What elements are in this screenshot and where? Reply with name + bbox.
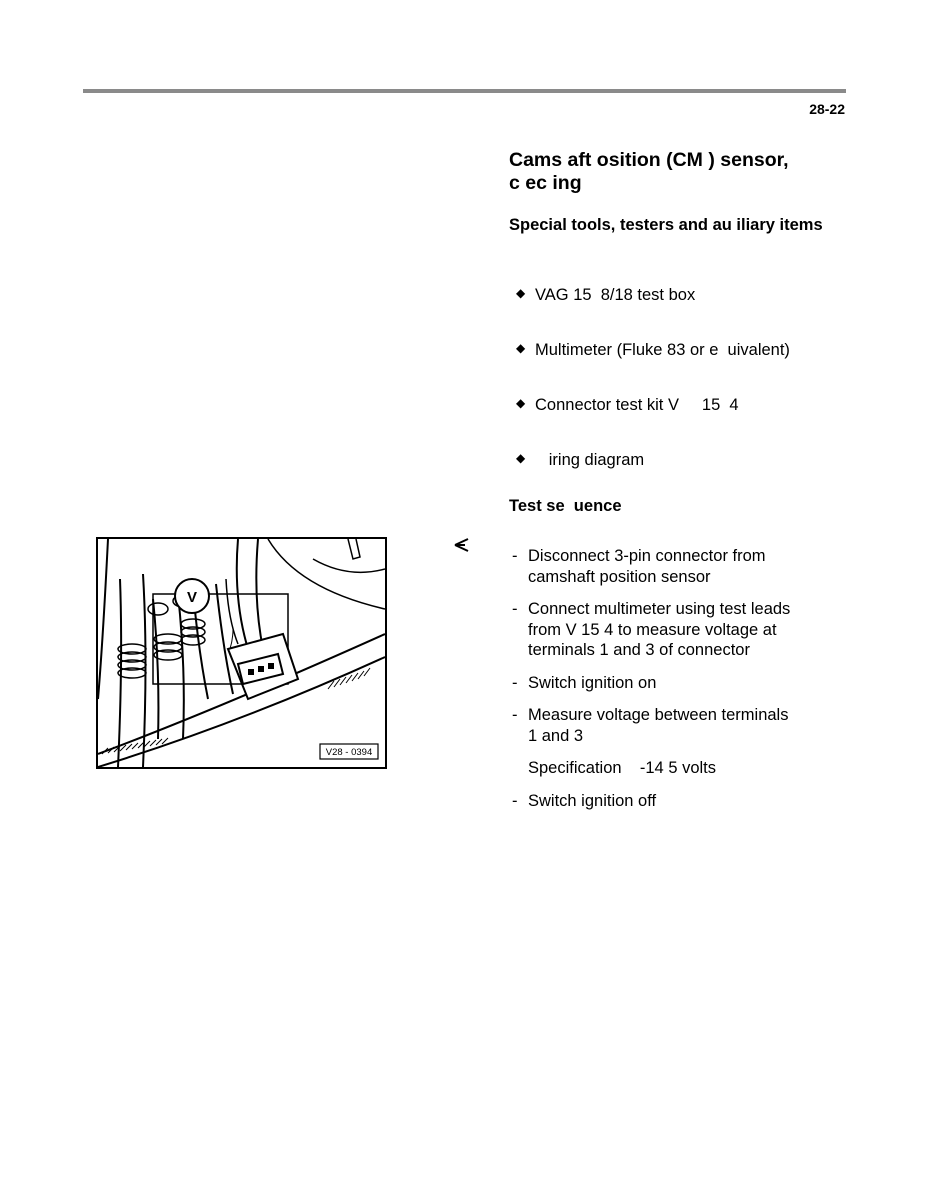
diamond-bullet-icon: ◆ — [516, 341, 526, 355]
connector-drawing — [98, 539, 385, 767]
header-rule — [83, 89, 846, 93]
test-step: - Disconnect 3-pin connector from camshaft position sensor — [512, 547, 766, 586]
tool-item: ◆ iring diagram — [516, 451, 645, 469]
section-title: Cams aft osition (CM ) sensor, c ec ing — [509, 149, 789, 194]
diamond-bullet-icon: ◆ — [516, 451, 526, 465]
figure-ref: V28 - 0394 — [325, 747, 373, 758]
tool-item: ◆ VAG 15 8/18 test box — [516, 286, 696, 304]
test-step: - Switch ignition on — [512, 674, 657, 692]
figure-pointer-icon — [453, 537, 471, 558]
diamond-bullet-icon: ◆ — [516, 396, 526, 410]
tool-item: ◆ Connector test kit V 15 4 — [516, 396, 739, 414]
specification: Specification -14 5 volts — [528, 759, 717, 777]
test-step: - Measure voltage between terminals 1 and 3 — [512, 706, 789, 745]
tool-item: ◆ Multimeter (Fluke 83 or e uivalent) — [516, 341, 790, 359]
test-step: - Connect multimeter using test leads from V 15 4 to measure voltage at terminals 1 and 3 of connector — [512, 600, 791, 659]
connector-illustration — [96, 537, 387, 769]
meter-label: V — [186, 589, 198, 606]
diamond-bullet-icon: ◆ — [516, 286, 526, 300]
page-number: 28-22 — [809, 101, 845, 117]
tools-heading: Special tools, testers and au iliary items — [509, 216, 823, 234]
sequence-heading: Test se uence — [509, 497, 622, 515]
test-step: - Switch ignition off — [512, 792, 657, 810]
